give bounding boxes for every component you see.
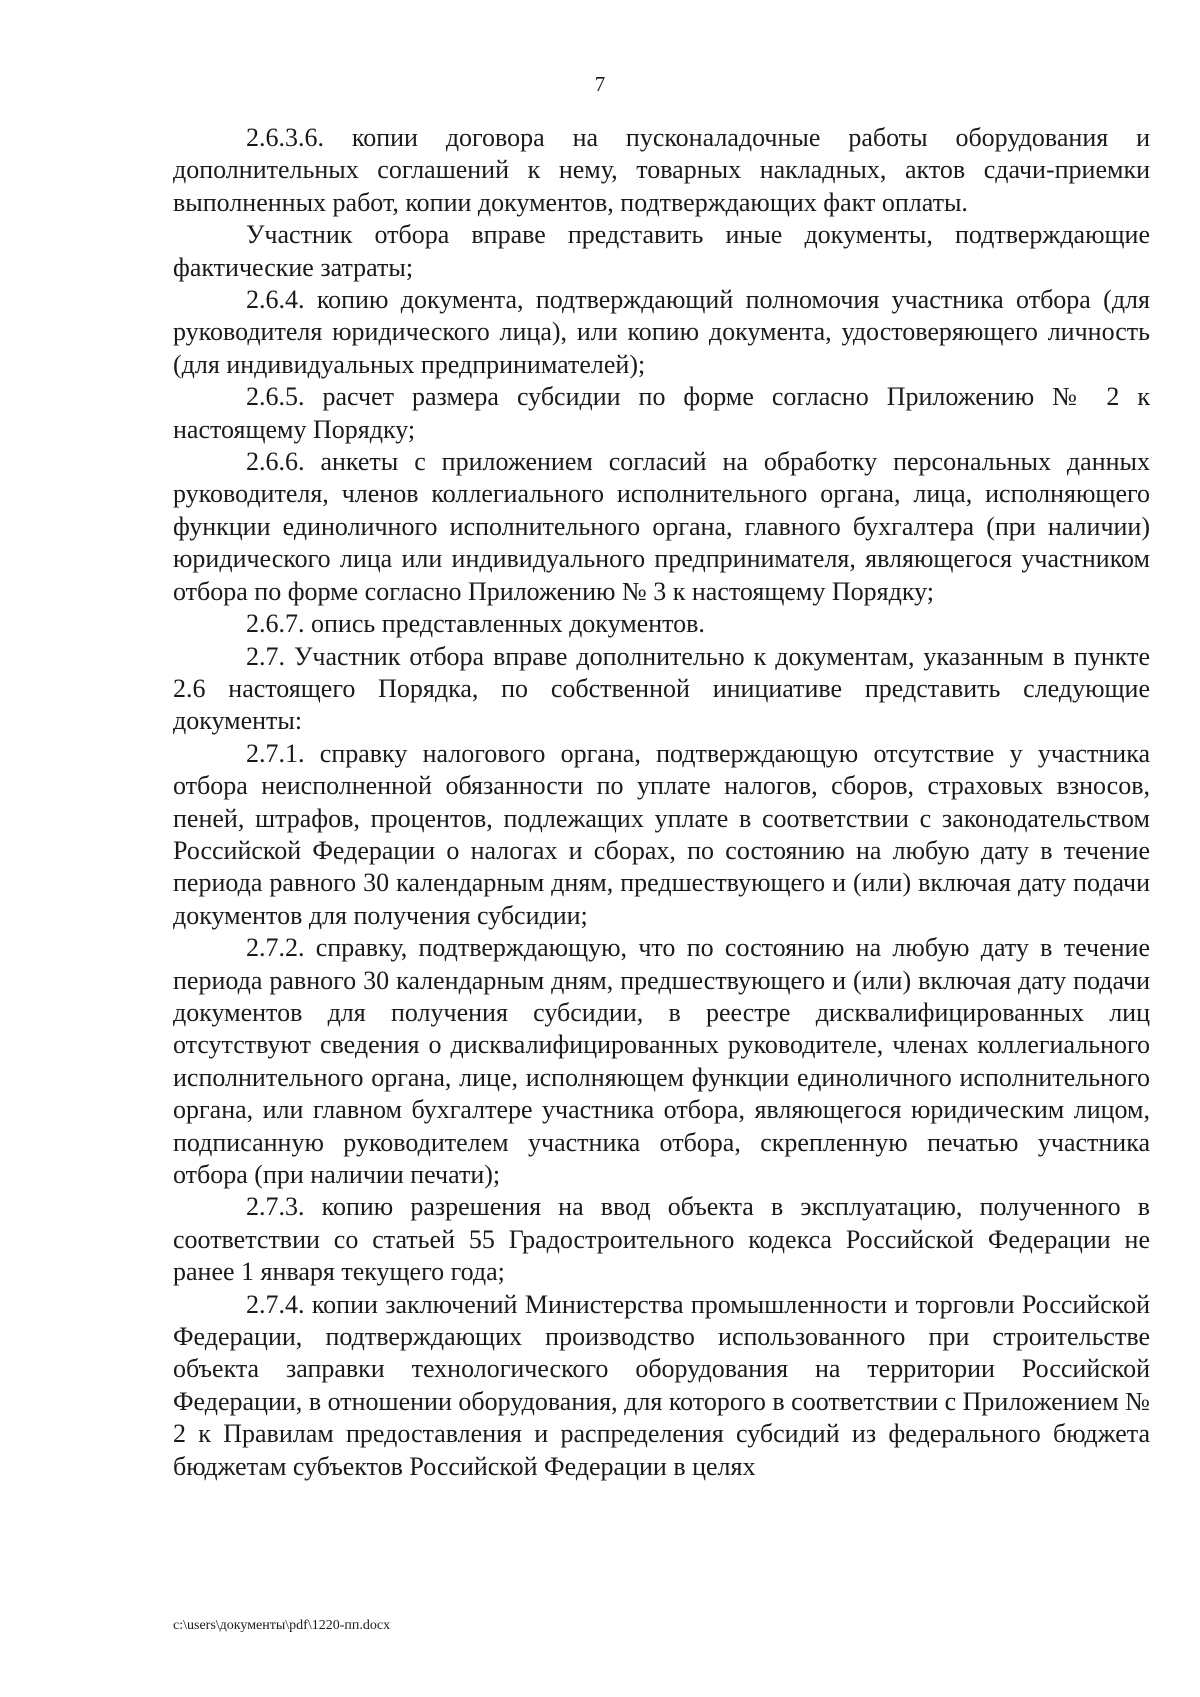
paragraph-2-6-7: 2.6.7. опись представленных документов.	[246, 609, 705, 639]
paragraph-2-7: 2.7. Участник отбора вправе дополнительно к документам, указанным в пункте 2.6 настоящего Порядка, по собственной инициативе представить следующие документы:	[173, 641, 1150, 736]
paragraph-2-6-4: 2.6.4. копию документа, подтверждающий полномочия участника отбора (для руководителя юридического лица), или копию документа, удостоверяющего личность (для индивидуальных предпринимателей);	[173, 285, 1150, 379]
document-body	[173, 122, 1150, 1483]
footer-file-path: c:\users\документы\pdf\1220-пп.docx	[173, 1618, 391, 1633]
paragraph-2-6-3-6: 2.6.3.6. копии договора на пусконаладочные работы оборудования и дополнительных соглашений к нему, товарных накладных, актов сдачи-приемки выполненных работ, копии документов, подтверждающих факт оплаты.	[173, 123, 1150, 217]
paragraph-2-7-4: 2.7.4. копии заключений Министерства промышленности и торговли Российской Федерации, подтверждающих производство использованного при строительстве объекта заправки технологического оборудования на территории Российской Федерации, в отношении оборудования, для которого в соответствии с Приложением № 2 к Правилам предоставления и распределения субсидий из федерального бюджета бюджетам субъектов Российской Федерации в целях	[173, 1289, 1150, 1481]
page-number: 7	[594, 72, 606, 96]
paragraph-2-7-2: 2.7.2. справку, подтверждающую, что по состоянию на любую дату в течение периода равного 30 календарным дням, предшествующего и (или) включая дату подачи документов для получения субсидии, в реестре дисквалифицированных лиц отсутствуют сведения о дисквалифицированных руководителе, членах коллегиального исполнительного органа, лице, исполняющем функции единоличного исполнительного органа, или главном бухгалтере участника отбора, являющегося юридическим лицом, подписанную руководителем участника отбора, скрепленную печатью участника отбора (при наличии печати);	[173, 933, 1150, 1189]
paragraph-2-7-3: 2.7.3. копию разрешения на ввод объекта в эксплуатацию, полученного в соответствии со статьей 55 Градостроительного кодекса Российской Федерации не ранее 1 января текущего года;	[173, 1192, 1150, 1287]
paragraph-2-6-6: 2.6.6. анкеты с приложением согласий на обработку персональных данных руководителя, членов коллегиального исполнительного органа, лица, исполняющего функции единоличного исполнительного органа, главного бухгалтера (при наличии) юридического лица или индивидуального предпринимателя, являющегося участником отбора по форме согласно Приложению № 3 к настоящему Порядку;	[173, 447, 1150, 606]
paragraph-2-7-1: 2.7.1. справку налогового органа, подтверждающую отсутствие у участника отбора неисполненной обязанности по уплате налогов, сборов, страховых взносов, пеней, штрафов, процентов, подлежащих уплате в соответствии с законодательством Российской Федерации о налогах и сборах, по состоянию на любую дату в течение периода равного 30 календарным дням, предшествующего и (или) включая дату подачи документов для получения субсидии;	[173, 738, 1150, 930]
paragraph-other-documents: Участник отбора вправе представить иные документы, подтверждающие фактические затраты;	[173, 220, 1150, 282]
paragraph-2-6-5: 2.6.5. расчет размера субсидии по форме согласно Приложению № 2 к настоящему Порядку;	[173, 382, 1150, 444]
